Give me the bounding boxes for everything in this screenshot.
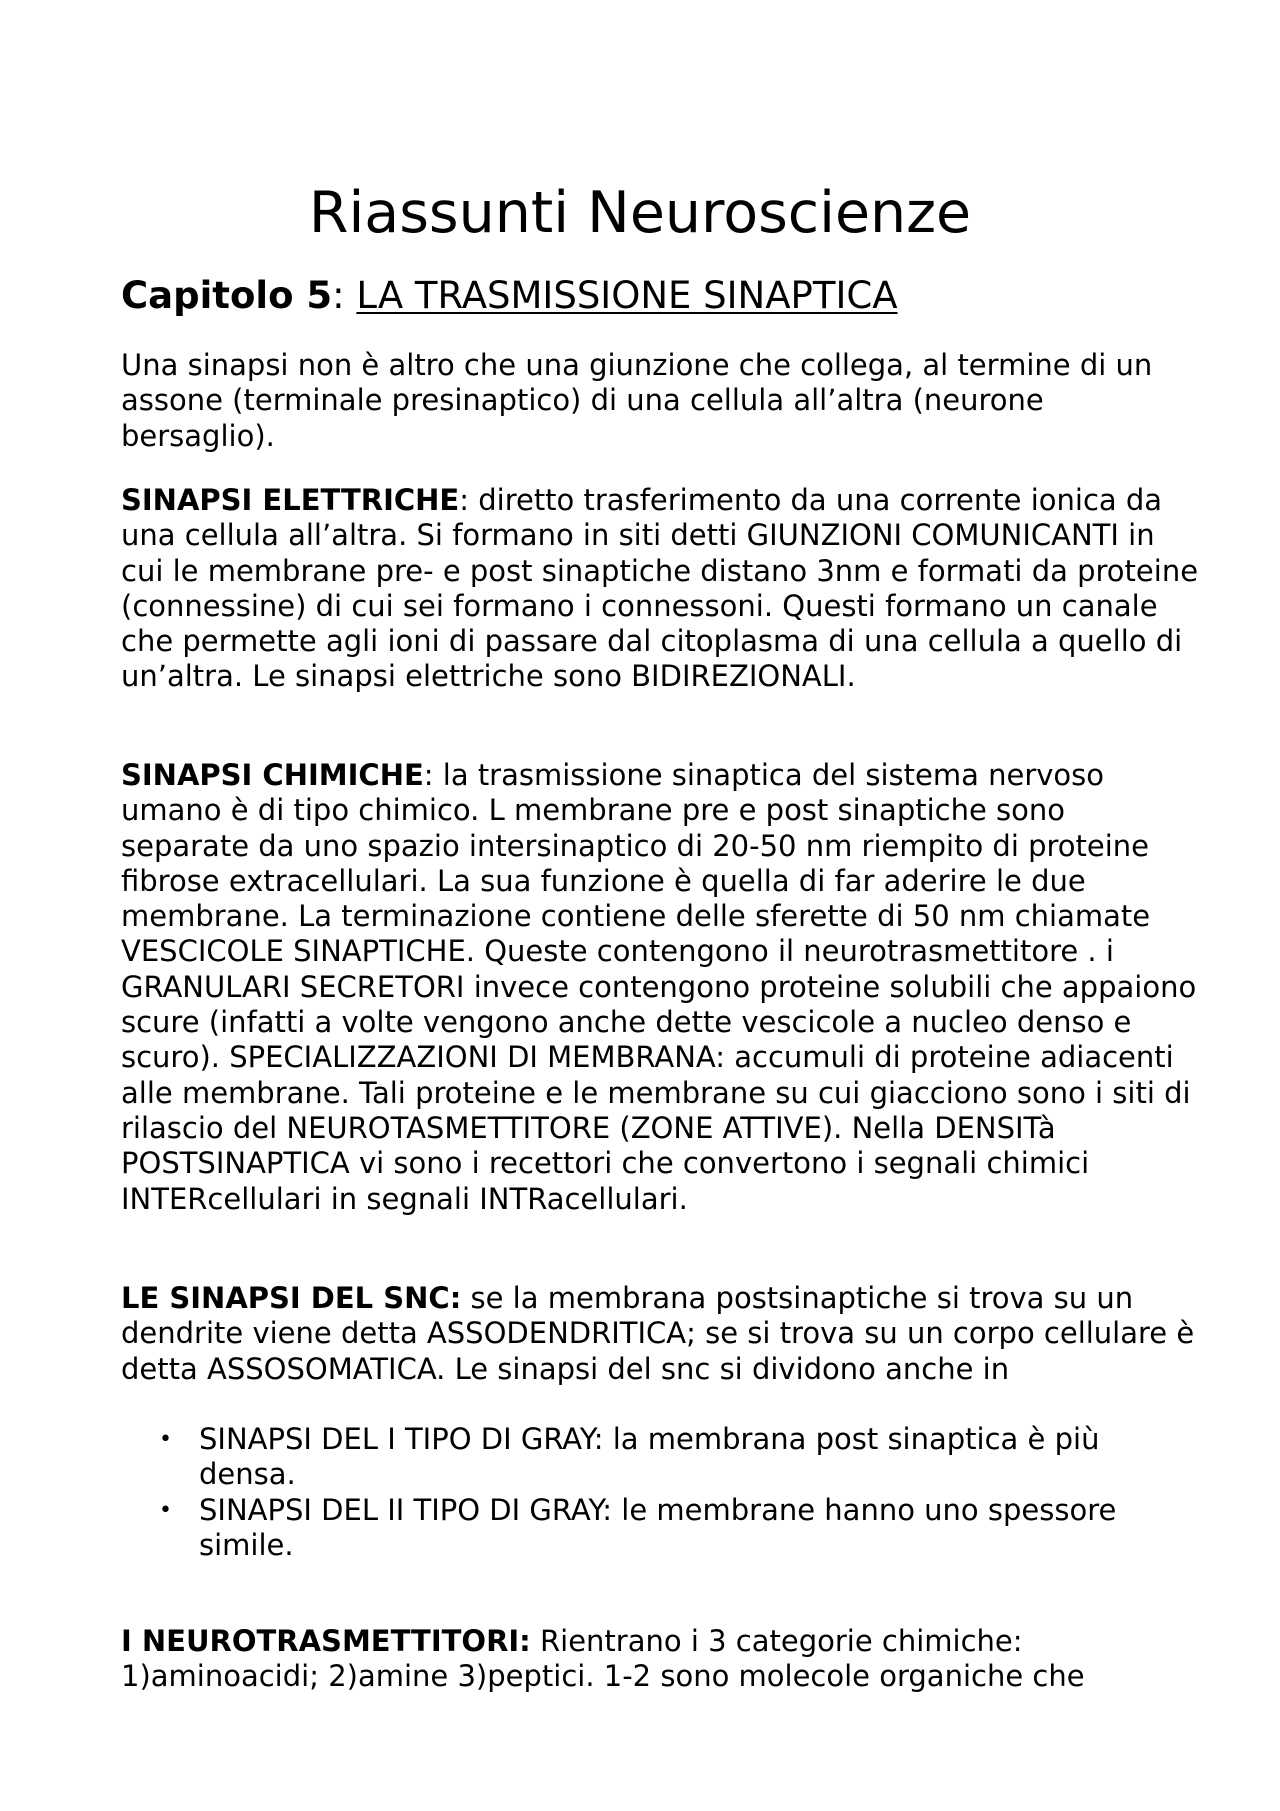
document-title: Riassunti Neuroscienze: [308, 180, 972, 246]
bullet-icon: •: [159, 1427, 172, 1452]
section-sinapsi-snc: [121, 1281, 1201, 1387]
bullet-icon: •: [159, 1497, 172, 1523]
intro-paragraph: Una sinapsi non è altro che una giunzione che collega, al termine di un assone (terminale presinaptico) di una cellula all’altra (neurone bersaglio).: [121, 348, 1153, 453]
section-heading: SINAPSI ELETTRICHE: [121, 483, 460, 517]
gray-types-list: [121, 1422, 1201, 1563]
section-heading: SINAPSI CHIMICHE: [121, 758, 424, 792]
chapter-label: Capitolo 5: [121, 274, 333, 317]
section-text: : diretto trasferimento da una corrente ionica da una cellula all’altra. Si formano in siti detti GIUNZIONI COMUNICANTI in cui le membrane pre- e post sinaptiche distano 3nm e formati da proteine (connessine) di cui sei formano i connessoni. Questi formano un canale che permette agli ioni di passare dal citoplasma di una cellula a quello di un’altra. Le sinapsi elettriche sono BIDIREZIONALI.: [121, 483, 1199, 694]
section-sinapsi-chimiche: [121, 758, 1201, 1217]
section-neurotrasmettitori: [121, 1624, 1201, 1695]
section-sinapsi-elettriche: [121, 483, 1201, 695]
section-text: : la trasmissione sinaptica del sistema nervoso umano è di tipo chimico. L membrane pre e post sinaptiche sono separate da uno spazio intersinaptico di 20-50 nm riempito di proteine fibrose extracellulari. La sua funzione è quella di far aderire le due membrane. La terminazione contiene delle sferette di 50 nm chiamate VESCICOLE SINAPTICHE. Queste contengono il neurotrasmettitore . i GRANULARI SECRETORI invece contengono proteine solubili che appaiono scure (infatti a volte vengono anche dette vescicole a nucleo denso e scuro). SPECIALIZZAZIONI DI MEMBRANA: accumuli di proteine adiacenti alle membrane. Tali proteine e le membrane su cui giacciono sono i siti di rilascio del NEUROTASMETTITORE (ZONE ATTIVE). Nella DENSITà POSTSINAPTICA vi sono i recettori che convertono i segnali chimici INTERcellulari in segnali INTRacellulari.: [121, 758, 1197, 1216]
section-heading: LE SINAPSI DEL SNC:: [121, 1281, 462, 1315]
chapter-name: LA TRASMISSIONE SINAPTICA: [356, 274, 898, 317]
list-item: [121, 1422, 1201, 1493]
chapter-heading: [121, 273, 898, 319]
chapter-separator: :: [332, 274, 357, 317]
list-item: [121, 1493, 1201, 1564]
section-text: Rientrano i 3 categorie chimiche: 1)aminoacidi; 2)amine 3)peptici. 1-2 sono molecole organiche che: [121, 1624, 1085, 1694]
section-heading: I NEUROTRASMETTITORI:: [121, 1624, 531, 1658]
list-item-text: SINAPSI DEL II TIPO DI GRAY: le membrane hanno uno spessore simile.: [199, 1492, 1117, 1562]
list-item-text: SINAPSI DEL I TIPO DI GRAY: la membrana post sinaptica è più densa.: [199, 1422, 1100, 1492]
section-text: se la membrana postsinaptiche si trova su un dendrite viene detta ASSODENDRITICA; se si trova su un corpo cellulare è detta ASSOSOMATICA. Le sinapsi del snc si dividono anche in: [121, 1281, 1195, 1386]
